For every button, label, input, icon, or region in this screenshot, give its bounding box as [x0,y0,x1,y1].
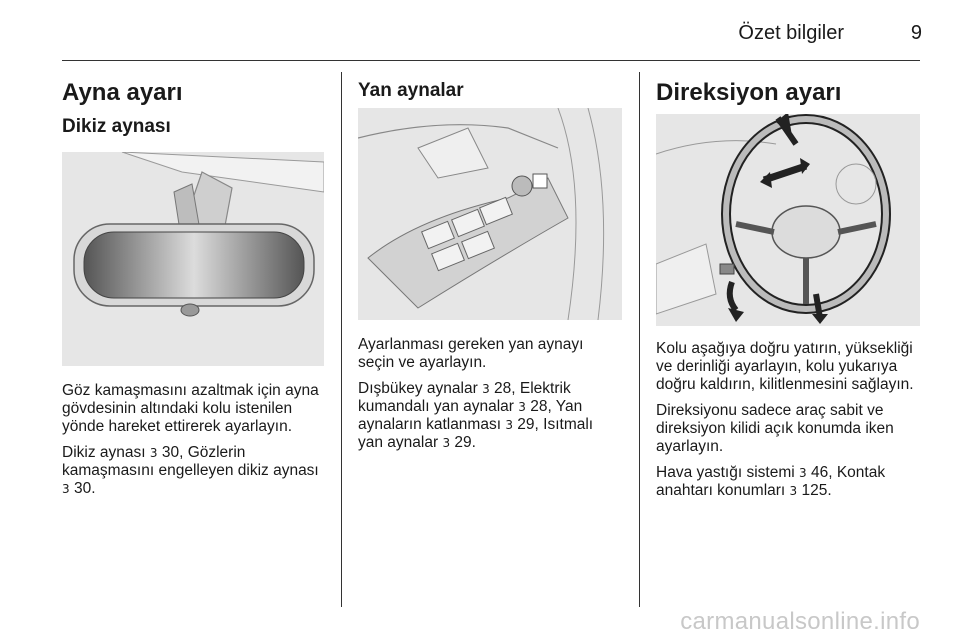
text-block [62,382,324,498]
text-run: , Gözlerin kamaşmasını engelleyen dikiz aynası [62,444,319,479]
header-divider [62,60,920,61]
paragraph [62,444,324,498]
column-divider [639,72,640,607]
reference-arrow-icon: 3 [789,484,798,498]
text-run: . [91,480,96,497]
paragraph [656,464,920,500]
section-subtitle: Yan aynalar [358,80,464,101]
page-reference-link[interactable]: 29 [454,434,472,451]
text-run: , Yan aynaların katlanması [358,398,583,433]
page-reference-link[interactable]: 46 [810,464,829,481]
column-mirror [62,78,324,506]
reference-arrow-icon: 3 [149,446,158,460]
paragraph [358,380,622,452]
reference-arrow-icon: 3 [62,482,70,496]
steering-wheel-adjustment-illustration [656,114,920,326]
text-run: , Kontak anahtarı konumları [656,464,886,499]
section-subtitle: Dikiz aynası [62,116,171,137]
section-title: Ayna ayarı [62,79,183,106]
text-run: Dışbükey aynalar [358,380,483,397]
page-reference-link[interactable]: 125 [801,482,828,499]
paragraph: Kolu aşağıya doğru yatırın, yüksekliği ve derinliği ayarlayın, kolu yukarıya doğru kaldırın, kilitlenmesini sağlayın. [656,340,914,393]
section-title: Direksiyon ayarı [656,79,842,106]
page-reference-link[interactable]: 28 [530,398,548,415]
page-reference-link[interactable]: 29 [517,416,535,433]
page-reference-link[interactable]: 28 [494,380,512,397]
text-run: Dikiz aynası [62,444,150,461]
header-title: Özet bilgiler [738,22,844,44]
column-side-mirrors [358,78,622,460]
reference-arrow-icon: 3 [505,418,513,432]
door-mirror-switch-illustration [358,108,622,320]
paragraph: Ayarlanması gereken yan aynayı seçin ve ayarlayın. [358,336,584,371]
text-run: . [827,482,832,499]
page-number: 9 [910,22,922,44]
text-run: Hava yastığı sistemi [656,464,799,481]
text-run: , Isıtmalı yan aynalar [358,416,594,451]
column-steering [656,78,920,508]
reference-arrow-icon: 3 [799,466,807,480]
reference-arrow-icon: 3 [518,400,526,414]
text-block [656,340,920,500]
text-run: . [471,434,476,451]
reference-arrow-icon: 3 [482,382,490,396]
paragraph: Göz kamaşmasını azaltmak için ayna gövdesinin altındaki kolu istenilen yönde hareket ettirerek ayarlayın. [62,382,319,435]
page-reference-link[interactable]: 30 [161,444,180,461]
page-reference-link[interactable]: 30 [73,480,92,497]
watermark: carmanualsonline.info [680,608,920,635]
text-block [358,336,622,452]
paragraph: Direksiyonu sadece araç sabit ve direksiyon kilidi açık konumda iken ayarlayın. [656,402,894,455]
reference-arrow-icon: 3 [442,436,451,450]
rear-view-mirror-illustration [62,152,324,366]
column-divider [341,72,342,607]
page-header [62,14,922,50]
text-run: , Elektrik kumandalı yan aynalar [358,380,571,415]
